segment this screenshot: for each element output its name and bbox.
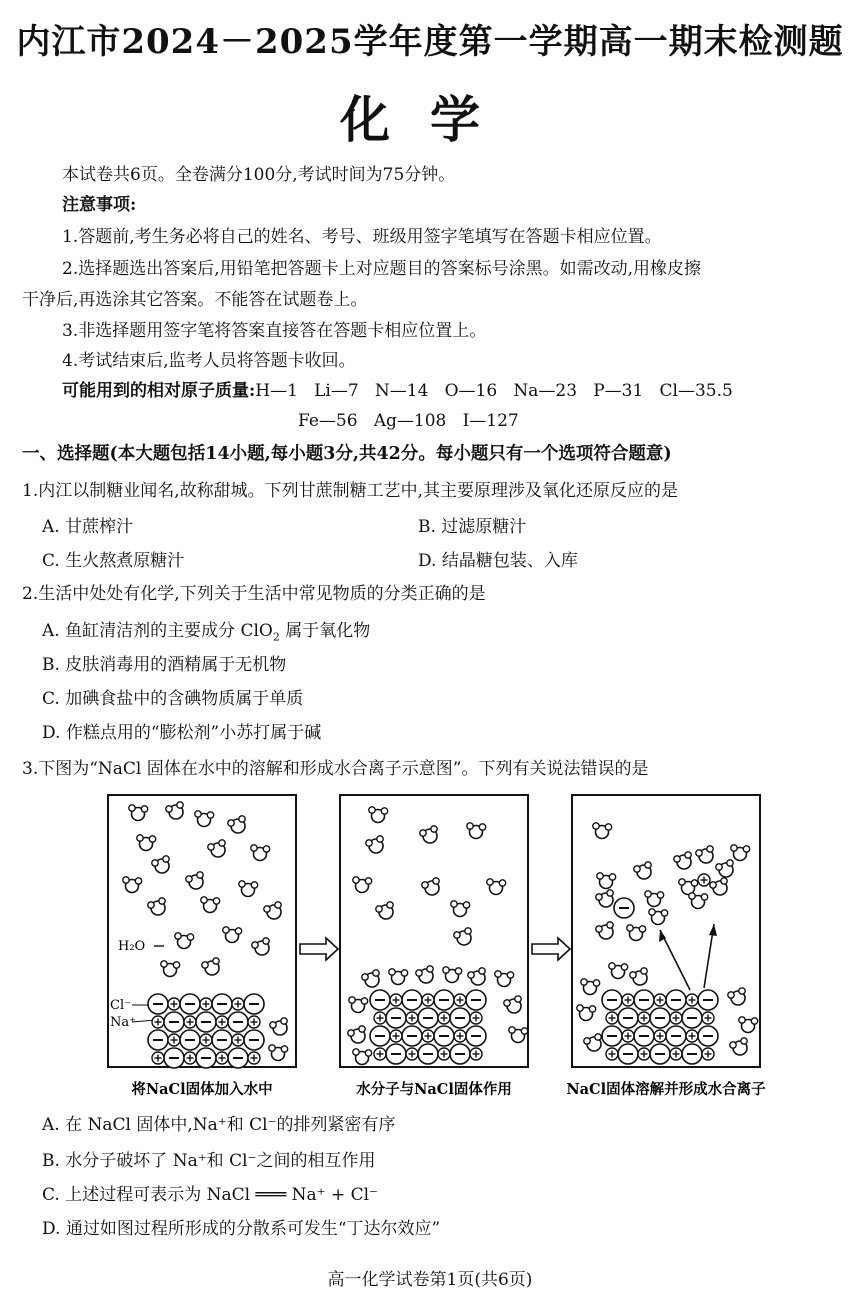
- intro-text: 本试卷共6页。全卷满分100分,考试时间为75分钟。: [62, 165, 456, 185]
- q1-option-a: A. 甘蔗榨汁: [42, 517, 134, 537]
- notice-item-4: 4.考试结束后,监考人员将答题卡收回。: [62, 351, 356, 371]
- h2o-label: H₂O: [118, 939, 146, 954]
- q3-option-a: A. 在 NaCl 固体中,Na⁺和 Cl⁻的排列紧密有序: [42, 1115, 396, 1135]
- q3-option-c: C. 上述过程可表示为 NaCl ═══ Na⁺ + Cl⁻: [42, 1185, 379, 1205]
- arrow-1-icon: [300, 938, 338, 960]
- section-heading: 一、选择题(本大题包括14小题,每小题3分,共42分。每小题只有一个选项符合题意): [22, 444, 672, 464]
- cl-label: Cl⁻: [110, 998, 131, 1013]
- q2-stem: 2.生活中处处有化学,下列关于生活中常见物质的分类正确的是: [22, 584, 486, 604]
- q3-option-b: B. 水分子破坏了 Na⁺和 Cl⁻之间的相互作用: [42, 1151, 376, 1171]
- q2-option-c: C. 加碘食盐中的含碘物质属于单质: [42, 689, 304, 709]
- q1-option-b: B. 过滤原糖汁: [418, 517, 527, 537]
- exam-title: 内江市2024－2025学年度第一学期高一期末检测题: [16, 22, 844, 62]
- na-label: Na⁺: [110, 1015, 136, 1030]
- q1-stem: 1.内江以制糖业闻名,故称甜城。下列甘蔗制糖工艺中,其主要原理涉及氧化还原反应的是: [22, 481, 679, 501]
- subject-title: 化学: [340, 90, 520, 149]
- notice-item-2-cont: 干净后,再选涂其它答案。不能答在试题卷上。: [22, 290, 368, 310]
- caption-3: NaCl固体溶解并形成水合离子: [566, 1081, 766, 1098]
- q1-option-c: C. 生火熬煮原糖汁: [42, 551, 185, 571]
- atomic-mass-values-2: Fe—56 Ag—108 I—127: [298, 411, 519, 431]
- q2-option-d: D. 作糕点用的“膨松剂”小苏打属于碱: [42, 723, 322, 743]
- page-footer: 高一化学试卷第1页(共6页): [327, 1270, 533, 1290]
- nacl-dissolution-figure: [100, 792, 790, 1102]
- notice-item-1: 1.答题前,考生务必将自己的姓名、考号、班级用签字笔填写在答题卡相应位置。: [62, 227, 662, 247]
- arrow-2-icon: [532, 938, 570, 960]
- q3-option-d: D. 通过如图过程所形成的分散系可发生“丁达尔效应”: [42, 1219, 441, 1239]
- q2-option-a: A. 鱼缸清洁剂的主要成分 ClO$_2$ 属于氧化物: [42, 621, 371, 644]
- notice-heading: 注意事项:: [62, 195, 137, 215]
- notice-item-2: 2.选择题选出答案后,用铅笔把答题卡上对应题目的答案标号涂黑。如需改动,用橡皮擦: [62, 259, 702, 279]
- q1-option-d: D. 结晶糖包装、入库: [418, 551, 578, 571]
- atomic-mass-label: 可能用到的相对原子质量:: [62, 381, 256, 401]
- q2-option-b: B. 皮肤消毒用的酒精属于无机物: [42, 655, 287, 675]
- q3-stem: 3.下图为“NaCl 固体在水中的溶解和形成水合离子示意图”。下列有关说法错误的是: [22, 759, 649, 779]
- atomic-mass-line: [62, 376, 733, 406]
- atomic-mass-values-1: H—1 Li—7 N—14 O—16 Na—23 P—31 Cl—35.5: [255, 381, 733, 401]
- caption-1: 将NaCl固体加入水中: [131, 1081, 273, 1098]
- notice-item-3: 3.非选择题用签字笔将答案直接答在答题卡相应位置上。: [62, 321, 487, 341]
- caption-2: 水分子与NaCl固体作用: [356, 1081, 512, 1098]
